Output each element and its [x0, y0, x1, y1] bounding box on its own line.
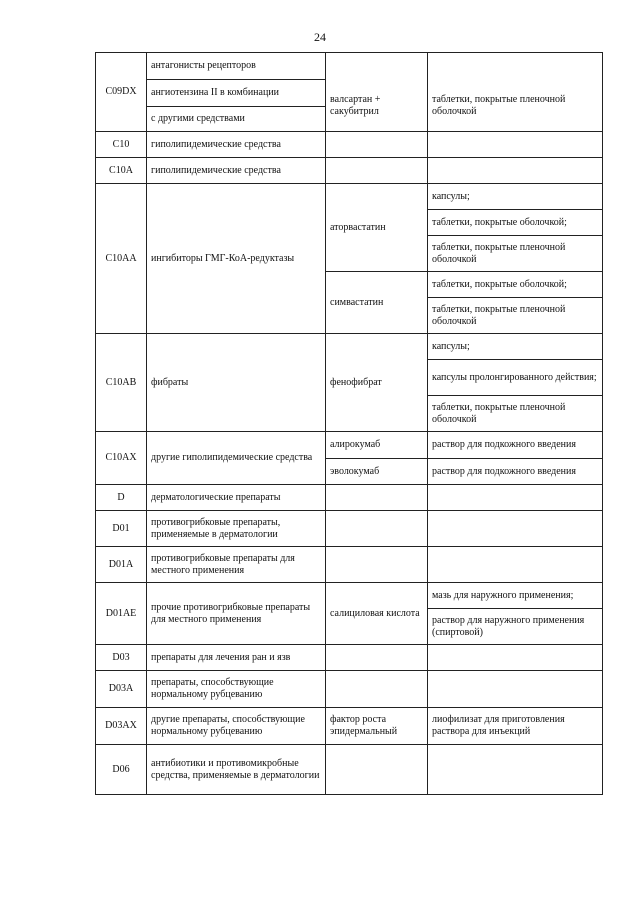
- drug-name: симвастатин: [326, 272, 428, 334]
- atc-description: ингибиторы ГМГ-КоА-редуктазы: [147, 184, 326, 334]
- empty-cell: [428, 671, 603, 708]
- atc-code: C10AB: [96, 334, 147, 432]
- dosage-form: раствор для подкожного введения: [428, 432, 603, 459]
- drug-name: фактор роста эпидермальный: [326, 708, 428, 745]
- empty-cell: [326, 485, 428, 511]
- table-row: [96, 708, 603, 745]
- atc-code: D03: [96, 645, 147, 671]
- atc-description: противогрибковые препараты для местного применения: [147, 547, 326, 583]
- atc-description: препараты, способствующие нормальному рубцеванию: [147, 671, 326, 708]
- atc-description: антибиотики и противомикробные средства, применяемые в дерматологии: [147, 745, 326, 795]
- table-row: [96, 485, 603, 511]
- dosage-form: мазь для наружного применения;: [428, 583, 603, 609]
- atc-code: D03A: [96, 671, 147, 708]
- atc-description: гиполипидемические средства: [147, 158, 326, 184]
- empty-cell: [428, 158, 603, 184]
- atc-description: дерматологические препараты: [147, 485, 326, 511]
- dosage-form: таблетки, покрытые оболочкой;: [428, 210, 603, 236]
- table-row: [96, 158, 603, 184]
- empty-cell: [428, 645, 603, 671]
- atc-code: D: [96, 485, 147, 511]
- dosage-form: таблетки, покрытые пленочной оболочкой: [428, 53, 603, 132]
- drug-name: фенофибрат: [326, 334, 428, 432]
- table-row: [96, 132, 603, 158]
- drug-list-table: [95, 52, 603, 795]
- dosage-form: лиофилизат для приготовления раствора для инъекций: [428, 708, 603, 745]
- table-row: [96, 432, 603, 459]
- atc-code: D06: [96, 745, 147, 795]
- dosage-form: раствор для подкожного введения: [428, 459, 603, 485]
- dosage-form: таблетки, покрытые пленочной оболочкой: [428, 298, 603, 334]
- table-row: [96, 511, 603, 547]
- atc-code: D01AE: [96, 583, 147, 645]
- drug-name: алирокумаб: [326, 432, 428, 459]
- empty-cell: [326, 132, 428, 158]
- dosage-form: капсулы;: [428, 334, 603, 360]
- drug-name: салициловая кислота: [326, 583, 428, 645]
- empty-cell: [326, 547, 428, 583]
- atc-code: C10AX: [96, 432, 147, 485]
- table-row: [96, 645, 603, 671]
- empty-cell: [428, 511, 603, 547]
- drug-name: валсартан + сакубитрил: [326, 53, 428, 132]
- dosage-form: таблетки, покрытые пленочной оболочкой: [428, 396, 603, 432]
- dosage-form: раствор для наружного применения (спиртовой): [428, 609, 603, 645]
- atc-description: прочие противогрибковые препараты для местного применения: [147, 583, 326, 645]
- atc-code: C10: [96, 132, 147, 158]
- empty-cell: [428, 485, 603, 511]
- dosage-form: таблетки, покрытые оболочкой;: [428, 272, 603, 298]
- atc-description: другие препараты, способствующие нормальному рубцеванию: [147, 708, 326, 745]
- table-row: [96, 583, 603, 609]
- atc-code: C09DX: [96, 53, 147, 132]
- dosage-form: капсулы;: [428, 184, 603, 210]
- atc-code: C10AA: [96, 184, 147, 334]
- atc-code: D03AX: [96, 708, 147, 745]
- dosage-form: капсулы пролонгированного действия;: [428, 360, 603, 396]
- atc-description: противогрибковые препараты, применяемые в дерматологии: [147, 511, 326, 547]
- empty-cell: [326, 158, 428, 184]
- page-number: 24: [314, 30, 326, 44]
- drug-name: эволокумаб: [326, 459, 428, 485]
- empty-cell: [428, 547, 603, 583]
- dosage-form: таблетки, покрытые пленочной оболочкой: [428, 236, 603, 272]
- atc-code: D01: [96, 511, 147, 547]
- table-row: [96, 547, 603, 583]
- atc-code: D01A: [96, 547, 147, 583]
- empty-cell: [428, 132, 603, 158]
- atc-description: с другими средствами: [147, 107, 326, 132]
- table-row: [96, 53, 603, 80]
- atc-description: препараты для лечения ран и язв: [147, 645, 326, 671]
- table-row: [96, 671, 603, 708]
- atc-description: другие гиполипидемические средства: [147, 432, 326, 485]
- drug-name: аторвастатин: [326, 184, 428, 272]
- atc-description: гиполипидемические средства: [147, 132, 326, 158]
- table-row: [96, 745, 603, 795]
- table-row: [96, 184, 603, 210]
- table-row: [96, 334, 603, 360]
- atc-description: антагонисты рецепторов: [147, 53, 326, 80]
- empty-cell: [326, 671, 428, 708]
- empty-cell: [428, 745, 603, 795]
- empty-cell: [326, 745, 428, 795]
- atc-description: ангиотензина II в комбинации: [147, 80, 326, 107]
- empty-cell: [326, 511, 428, 547]
- atc-description: фибраты: [147, 334, 326, 432]
- empty-cell: [326, 645, 428, 671]
- atc-code: C10A: [96, 158, 147, 184]
